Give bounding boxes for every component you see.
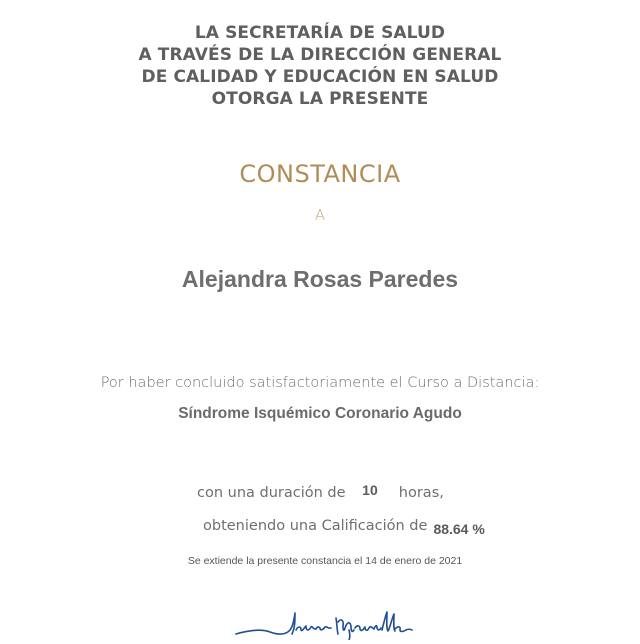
recipient-name: Alejandra Rosas Paredes [181,266,459,292]
duration-line [197,483,444,503]
header-line-3: DE CALIDAD Y EDUCACIÓN EN SALUD [141,67,499,87]
duration-hours-value: 10 [362,482,378,498]
to-label: A [314,206,326,224]
duration-suffix: horas, [398,485,444,501]
certificate-title: CONSTANCIA [239,160,401,188]
grade-value: 88.64 % [433,521,485,537]
duration-prefix: con una duración de [197,485,346,501]
grade-line [203,516,485,539]
issuer-header [0,22,640,110]
issue-date-text: Se extiende la presente constancia el 14 de enero de 2021 [187,555,463,567]
header-line-1: LA SECRETARÍA DE SALUD [194,23,446,43]
grade-prefix: obteniendo una Calificación de [203,518,428,534]
signature-icon [232,604,417,640]
header-line-4: OTORGA LA PRESENTE [211,89,429,109]
header-line-2: A TRAVÉS DE LA DIRECCIÓN GENERAL [138,45,502,65]
completion-reason: Por haber concluido satisfactoriamente el Curso a Distancia: [100,375,540,391]
course-name: Síndrome Isquémico Coronario Agudo [178,405,462,422]
